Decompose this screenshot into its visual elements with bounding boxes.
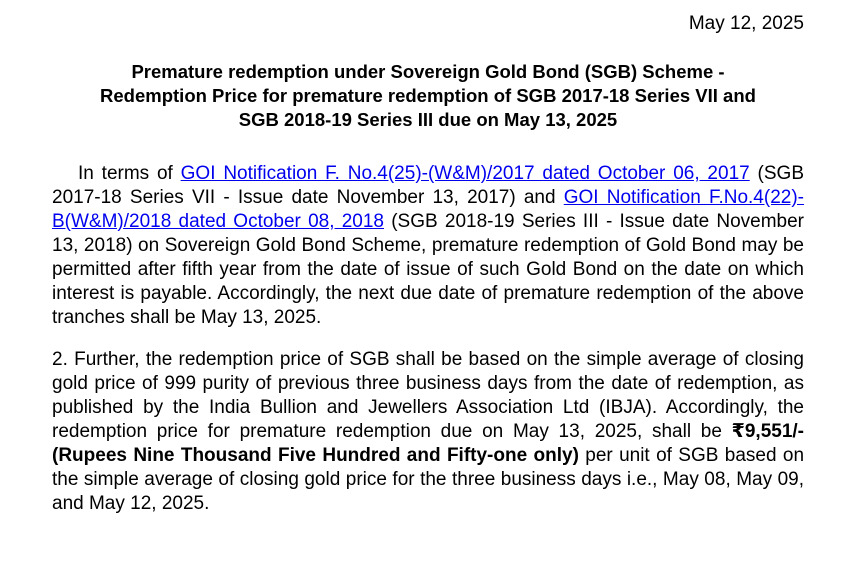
paragraph-1-intro: In terms of [78, 163, 181, 184]
paragraph-1-middle: (SGB 2017-18 Series VII - Issue date November 13, 2017) and [52, 163, 804, 208]
goi-notification-2017-link[interactable]: GOI Notification F. No.4(25)-(W&M)/2017 dated October 06, 2017 [180, 163, 750, 184]
title-line-2: Redemption Price for premature redemption of SGB 2017-18 Series VII and [100, 85, 756, 106]
paragraph-1-rest: (SGB 2018-19 Series III - Issue date November 13, 2018) on Sovereign Gold Bond Scheme, premature redemption of Gold Bond may be permitted after fifth year from the date of issue of such Gold Bond on the date on which interest is payable. Accordingly, the next due date of premature redemption of the above tranches shall be May 13, 2025. [52, 211, 804, 328]
paragraph-2-text-1: 2. Further, the redemption price of SGB shall be based on the simple average of closing gold price of 999 purity of previous three business days from the date of redemption, as published by the India Bullion and Jewellers Association Ltd (IBJA). Accordingly, the redemption price for premature redemption due on May 13, 2025, shall be [52, 349, 804, 442]
redemption-price: ₹9,551/- (Rupees Nine Thousand Five Hundred and Fifty-one only) [52, 421, 804, 466]
goi-notification-2018-link[interactable]: GOI Notification F.No.4(22)-B(W&M)/2018 dated October 08, 2018 [52, 187, 804, 232]
paragraph-1 [52, 162, 804, 330]
title-line-1: Premature redemption under Sovereign Gold Bond (SGB) Scheme - [131, 61, 725, 82]
paragraph-2 [52, 348, 804, 516]
title-line-3: SGB 2018-19 Series III due on May 13, 2025 [238, 109, 618, 130]
release-title [40, 60, 816, 132]
paragraph-2-text-2: per unit of SGB based on the simple average of closing gold price for the three business days i.e., May 08, May 09, and May 12, 2025. [52, 445, 805, 514]
release-date: May 12, 2025 [688, 13, 804, 34]
